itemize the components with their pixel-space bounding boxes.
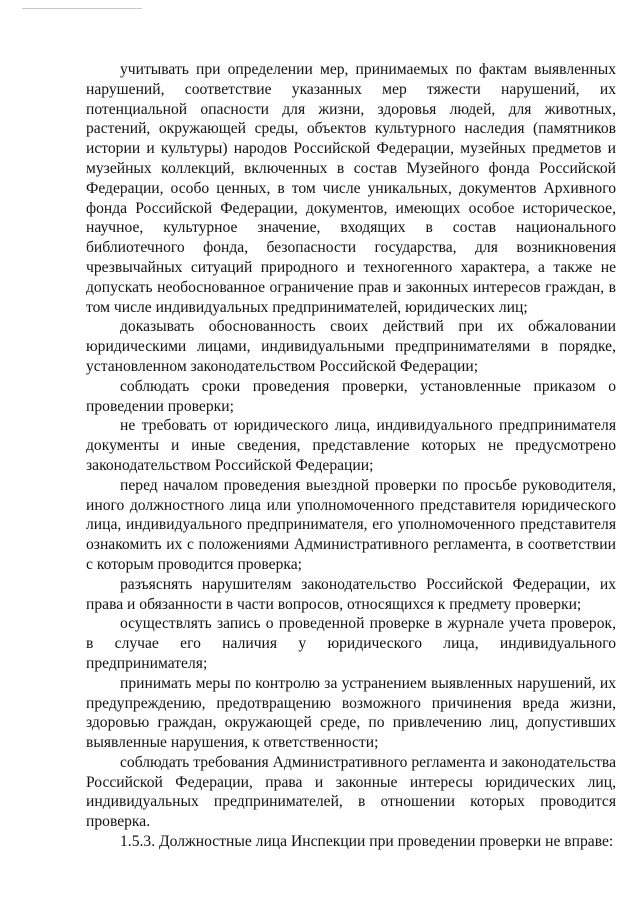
paragraph-section-1-5-3: 1.5.3. Должностные лица Инспекции при проведении проверки не вправе:	[120, 833, 614, 851]
paragraph-duty-acquaint-regulation: перед началом проведения выездной проверки по просьбе руководителя, иного должностного лица или уполномоченного представителя юридического лица, индивидуального предпринимателя, его уполномоченного представителя ознакомить их с положениями Административного регламента, в соответствии с которым проводится проверка;	[86, 476, 616, 573]
paragraph-duty-explain-rights: разъяснять нарушителям законодательство Российской Федерации, их права и обязанности в части вопросов, относящихся к предмету проверки;	[86, 575, 616, 613]
paragraph-duty-journal-entry: осуществлять запись о проведенной проверке в журнале учета проверок, в случае его наличия у юридического лица, индивидуального предпринимателя;	[86, 615, 616, 672]
paragraph-duty-comply-requirements: соблюдать требования Административного регламента и законодательства Российской Федерации, права и законные интересы юридических лиц, индивидуальных предпринимателей, в отношении которых проводится проверка.	[86, 753, 616, 831]
paragraph-duty-prove-grounds: доказывать обоснованность своих действий при их обжаловании юридическими лицами, индивидуальными предпринимателями в порядке, установленном законодательством Российской Федерации;	[86, 318, 616, 375]
paragraph-duty-observe-deadlines: соблюдать сроки проведения проверки, установленные приказом о проведении проверки;	[86, 377, 616, 415]
paragraph-duty-no-extra-documents: не требовать от юридического лица, индивидуального предпринимателя документы и иные сведения, представление которых не предусмотрено законодательством Российской Федерации;	[86, 417, 616, 474]
paragraph-duty-proportionality: учитывать при определении мер, принимаемых по фактам выявленных нарушений, соответствие указанных мер тяжести нарушений, их потенциальной опасности для жизни, здоровья людей, для животных, растений, окружающей среды, объектов культурного наследия (памятников истории и культуры) народов Российской Федерации, музейных предметов и музейных коллекций, включенных в состав Музейного фонда Российской Федерации, особо ценных, в том числе уникальных, документов Архивного фонда Российской Федерации, документов, имеющих особое историческое, научное, культурное значение, входящих в состав национального библиотечного фонда, безопасности государства, для возникновения чрезвычайных ситуаций природного и техногенного характера, а также не допускать необоснованное ограничение прав и законных интересов граждан, в том числе индивидуальных предпринимателей, юридических лиц;	[86, 61, 616, 316]
document-body	[86, 60, 616, 852]
paragraph-duty-take-measures: принимать меры по контролю за устранением выявленных нарушений, их предупреждению, предотвращению возможного причинения вреда жизни, здоровью граждан, окружающей среде, по привлечению лиц, допустивших выявленные нарушения, к ответственности;	[86, 674, 616, 752]
scan-edge-line	[22, 8, 142, 9]
